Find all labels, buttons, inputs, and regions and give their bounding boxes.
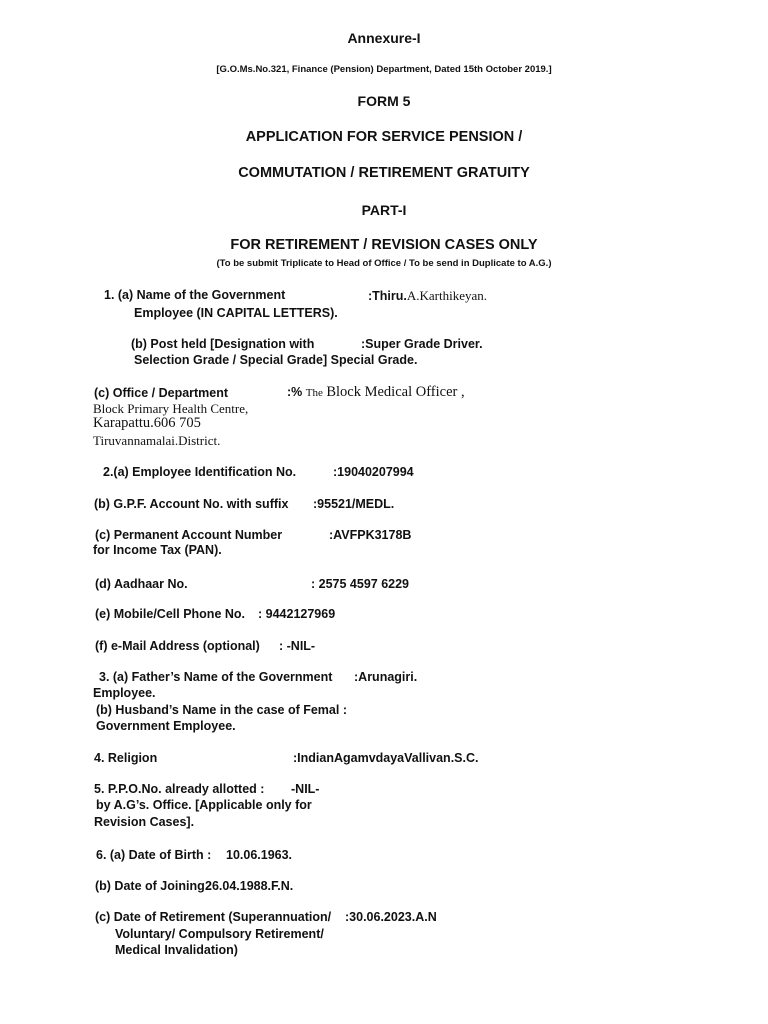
government-order-reference: [G.O.Ms.No.321, Finance (Pension) Department, Dated 15th October 2019.] [216, 64, 552, 75]
field-1a-value-prefix: :Thiru. [368, 289, 407, 303]
part-heading: PART-I [361, 202, 407, 218]
field-5-label-cont-2: Revision Cases]. [94, 815, 195, 829]
field-2a-label: 2.(a) Employee Identification No. [103, 465, 297, 479]
field-2d-value: : 2575 4597 6229 [311, 577, 410, 591]
field-3b-label: (b) Husband’s Name in the case of Femal : [96, 703, 347, 717]
office-address-line-1: Block Primary Health Centre, [93, 401, 249, 416]
employee-name: A.Karthikeyan. [406, 288, 488, 303]
field-1c-value [287, 385, 465, 401]
field-2b-label: (b) G.P.F. Account No. with suffix [94, 497, 289, 511]
field-6c-label-cont-2: Medical Invalidation) [115, 943, 238, 957]
field-5-label: 5. P.P.O.No. already allotted : [94, 782, 265, 796]
scope-heading: FOR RETIREMENT / REVISION CASES ONLY [230, 237, 538, 253]
field-6b-value: 26.04.1988.F.N. [205, 879, 294, 893]
field-1b-label-cont: Selection Grade / Special Grade] Special Grade. [134, 353, 418, 367]
field-6c-label-cont-1: Voluntary/ Compulsory Retirement/ [115, 927, 324, 941]
field-2c-label-cont: for Income Tax (PAN). [93, 543, 222, 557]
field-2c-label: (c) Permanent Account Number [95, 528, 283, 542]
field-1a-label-cont: Employee (IN CAPITAL LETTERS). [134, 306, 338, 320]
field-3a-value: :Arunagiri. [354, 670, 418, 684]
field-1c-value-prefix: :% [287, 385, 306, 399]
field-1b-label: (b) Post held [Designation with [131, 337, 315, 351]
field-6c-value: :30.06.2023.A.N [345, 910, 437, 924]
field-5-label-cont-1: by A.G’s. Office. [Applicable only for [96, 798, 312, 812]
field-3b-label-cont: Government Employee. [96, 719, 236, 733]
field-4-value: :IndianAgamvdayaVallivan.S.C. [293, 751, 479, 765]
office-address-line-2: Karapattu.606 705 [93, 415, 201, 431]
field-2e-value: : 9442127969 [258, 607, 336, 621]
office-address-line-3: Tiruvannamalai.District. [93, 433, 221, 448]
annexure-heading: Annexure-I [347, 30, 421, 46]
form-title-line-1: APPLICATION FOR SERVICE PENSION / [245, 129, 523, 145]
field-2b-value: :95521/MEDL. [313, 497, 395, 511]
submission-note: (To be submit Triplicate to Head of Office / To be send in Duplicate to A.G.) [216, 258, 552, 269]
form-title-line-2: COMMUTATION / RETIREMENT GRATUITY [238, 165, 530, 181]
field-2e-label: (e) Mobile/Cell Phone No. [95, 607, 246, 621]
field-2c-value: :AVFPK3178B [329, 528, 412, 542]
field-5-value: -NIL- [291, 782, 320, 796]
office-name: Block Medical Officer , [326, 384, 465, 400]
field-2a-value: :19040207994 [333, 465, 414, 479]
field-2d-label: (d) Aadhaar No. [95, 577, 188, 591]
field-1b-value: :Super Grade Driver. [361, 337, 483, 351]
form-number: FORM 5 [357, 93, 411, 109]
field-1c-label: (c) Office / Department [94, 386, 229, 400]
field-6a-value: 10.06.1963. [226, 848, 293, 862]
field-1a-label: 1. (a) Name of the Government [104, 288, 286, 302]
field-1a-value [368, 288, 487, 304]
field-1c-value-the: The [305, 387, 323, 399]
field-4-label: 4. Religion [94, 751, 158, 765]
field-3a-label: 3. (a) Father’s Name of the Government [99, 670, 333, 684]
field-6c-label: (c) Date of Retirement (Superannuation/ [95, 910, 332, 924]
field-6a-label: 6. (a) Date of Birth : [96, 848, 212, 862]
field-6b-label: (b) Date of Joining : [95, 879, 213, 893]
field-2f-label: (f) e-Mail Address (optional) [95, 639, 260, 653]
field-3a-label-cont: Employee. [93, 686, 156, 700]
field-2f-value: : -NIL- [279, 639, 316, 653]
